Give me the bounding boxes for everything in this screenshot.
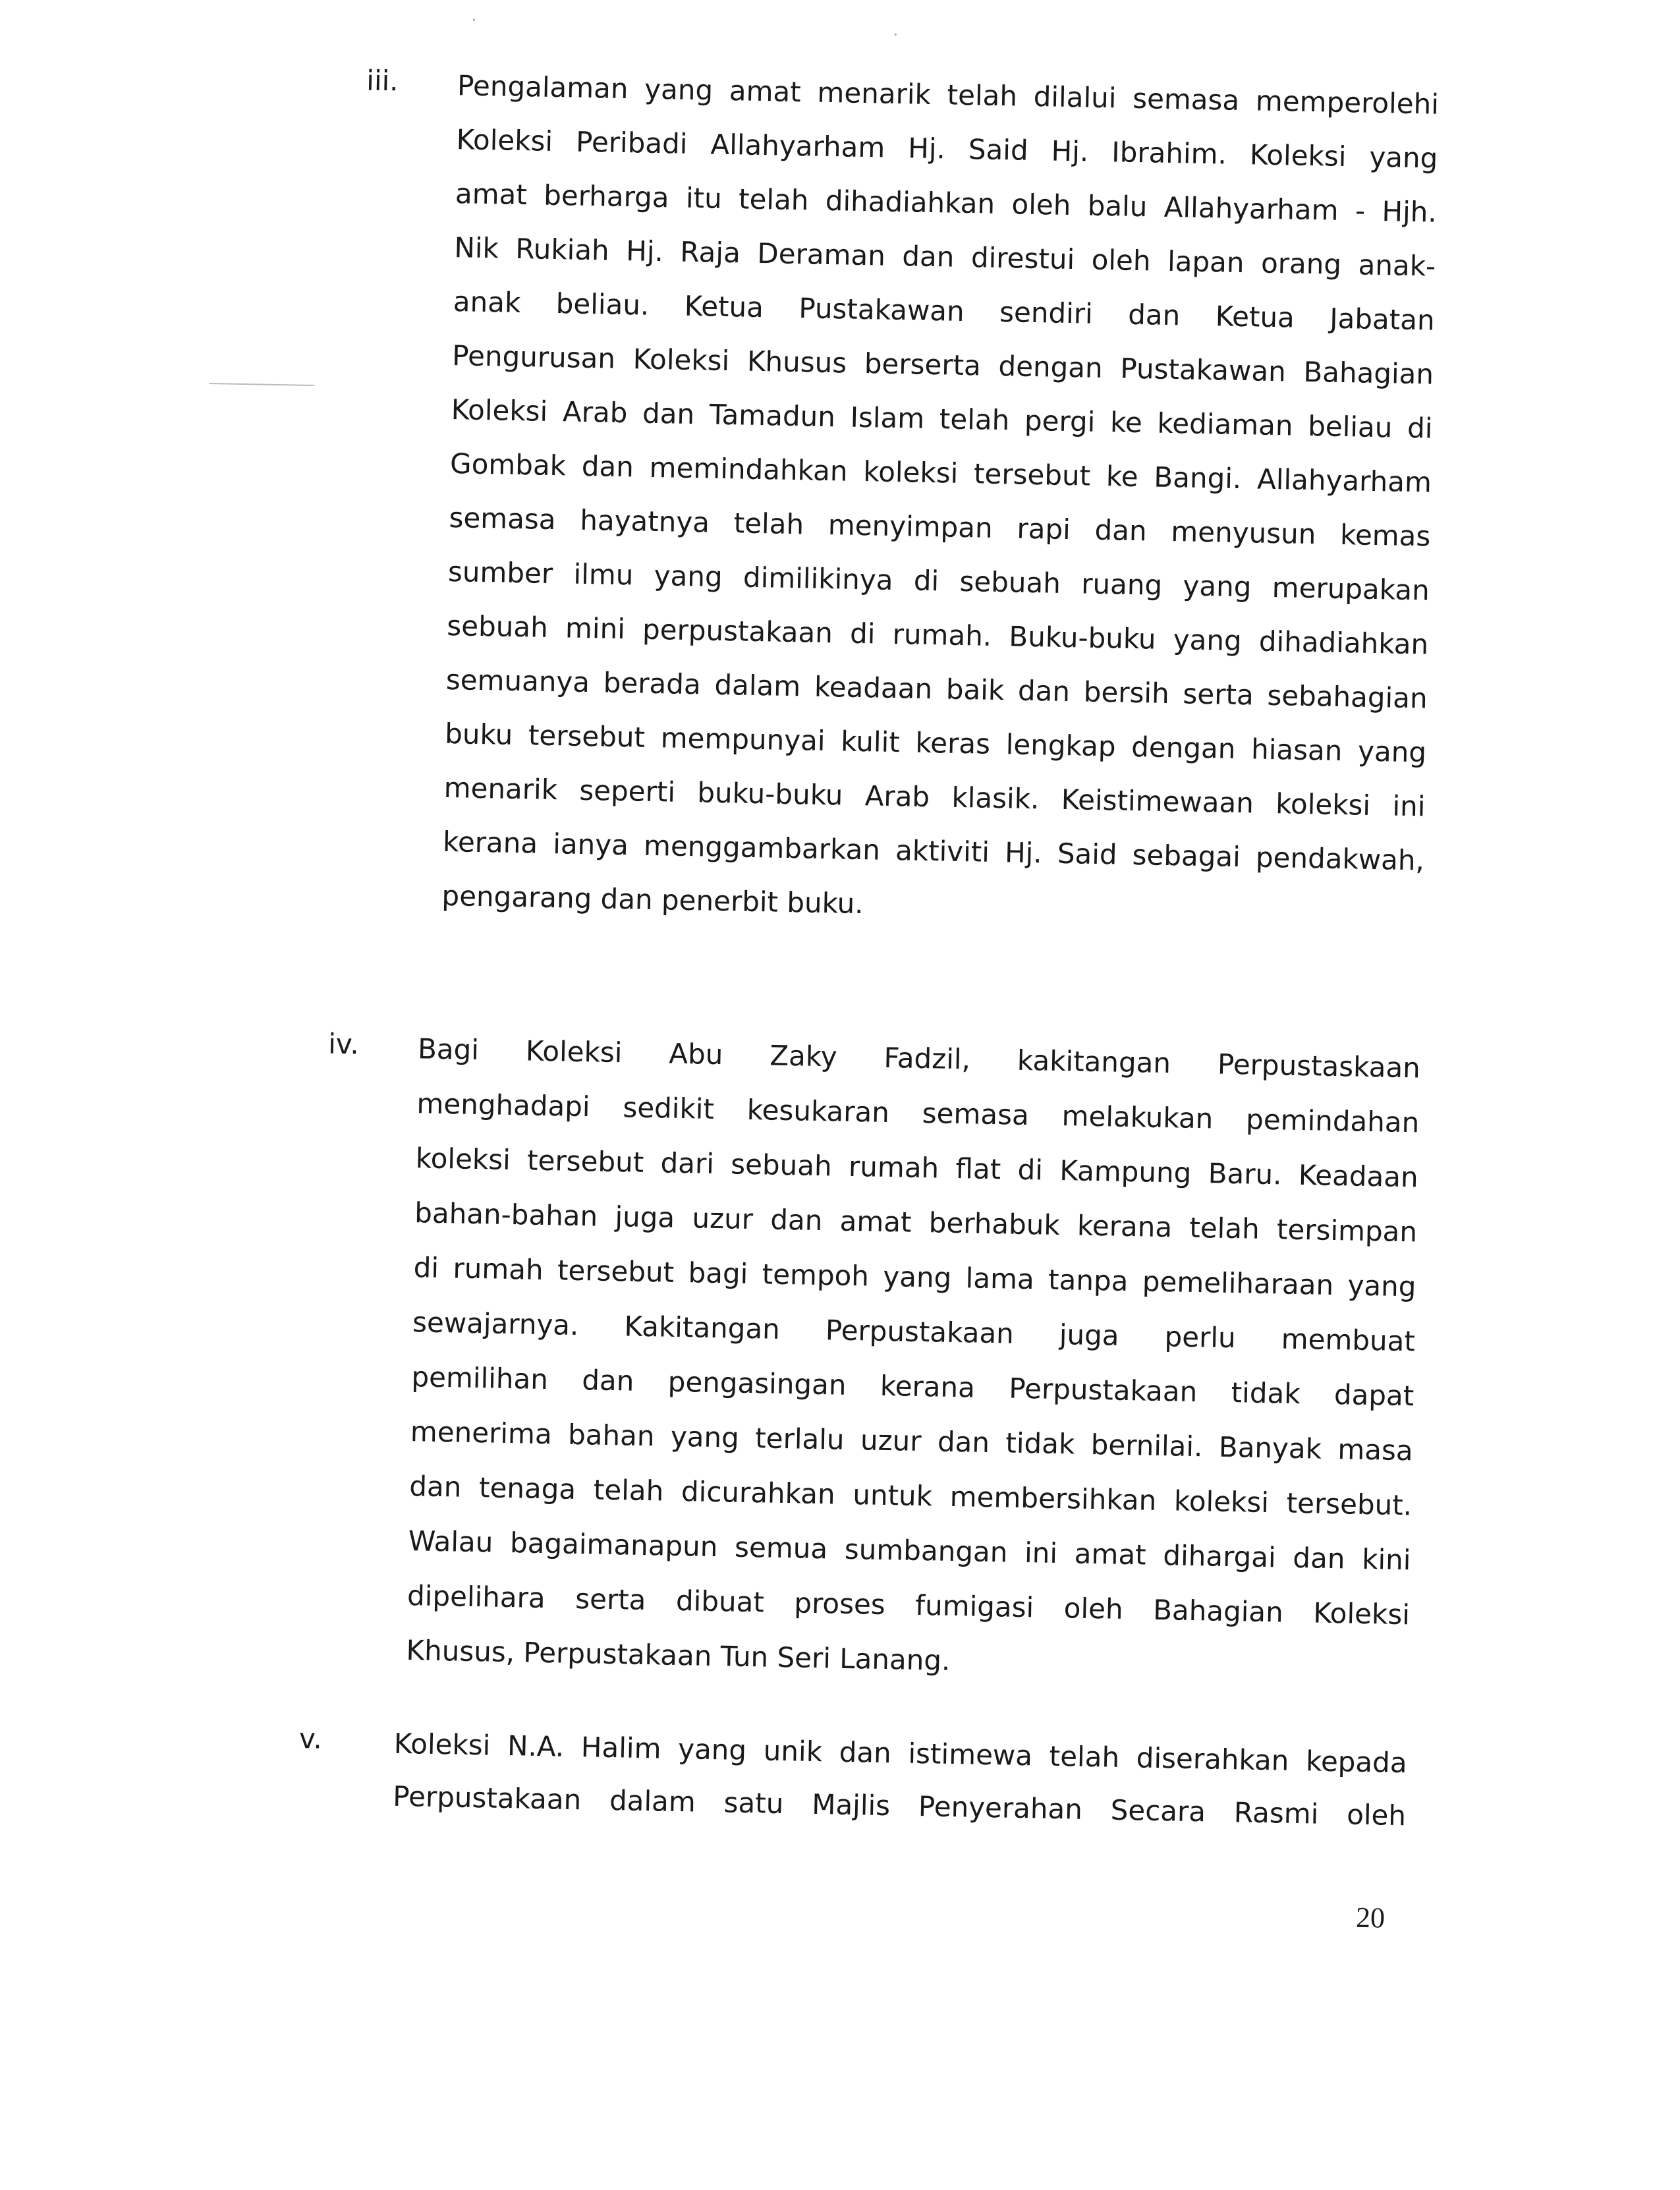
text-line: menghadapi sedikit kesukaran semasa melakukan pemindahan bbox=[416, 1087, 1420, 1139]
text-line: Koleksi Peribadi Allahyarham Hj. Said Hj. Ibrahim. Koleksi yang bbox=[456, 123, 1438, 175]
text-line: dipelihara serta dibuat proses fumigasi oleh Bahagian Koleksi bbox=[406, 1579, 1411, 1631]
text-line: dan tenaga telah dicurahkan untuk membersihkan koleksi tersebut. bbox=[408, 1470, 1413, 1522]
text-line: semuanya berada dalam keadaan baik dan bersih serta sebahagian bbox=[445, 663, 1428, 715]
text-line: Gombak dan memindahkan koleksi tersebut ke Bangi. Allahyarham bbox=[449, 447, 1432, 499]
text-line: Koleksi N.A. Halim yang unik dan istimewa telah diserahkan kepada bbox=[393, 1727, 1408, 1780]
list-item-number: v. bbox=[298, 1722, 323, 1755]
page-number: 20 bbox=[1355, 1901, 1386, 1934]
scan-speck bbox=[473, 19, 475, 21]
text-line: Perpustakaan dalam satu Majlis Penyerahan Secara Rasmi oleh bbox=[392, 1780, 1407, 1832]
text-line: Nik Rukiah Hj. Raja Deraman dan direstui oleh lapan orang anak- bbox=[454, 231, 1436, 283]
text-line: Khusus, Perpustakaan Tun Seri Lanang. bbox=[406, 1634, 951, 1677]
list-item-number: iii. bbox=[366, 64, 399, 98]
text-line: sewajarnya. Kakitangan Perpustakaan juga perlu membuat bbox=[412, 1306, 1416, 1358]
text-line: kerana ianya menggambarkan aktiviti Hj. Said sebagai pendakwah, bbox=[442, 825, 1425, 877]
text-line: anak beliau. Ketua Pustakawan sendiri dan Ketua Jabatan bbox=[453, 285, 1436, 337]
text-line: di rumah tersebut bagi tempoh yang lama tanpa pemeliharaan yang bbox=[413, 1251, 1416, 1303]
text-line: Pengurusan Koleksi Khusus berserta dengan Pustakawan Bahagian bbox=[451, 339, 1434, 391]
scan-speck bbox=[895, 34, 897, 36]
text-line: sumber ilmu yang dimilikinya di sebuah ruang yang merupakan bbox=[447, 555, 1430, 607]
text-line: koleksi tersebut dari sebuah rumah flat di Kampung Baru. Keadaan bbox=[415, 1142, 1419, 1194]
text-line: Koleksi Arab dan Tamadun Islam telah pergi ke kediaman beliau di bbox=[451, 393, 1433, 445]
text-line: Bagi Koleksi Abu Zaky Fadzil, kakitangan Perpustaskaan bbox=[417, 1032, 1421, 1084]
text-line: pemilihan dan pengasingan kerana Perpustakaan tidak dapat bbox=[411, 1361, 1414, 1413]
text-line: Walau bagaimanapun semua sumbangan ini amat dihargai dan kini bbox=[408, 1525, 1411, 1577]
text-line: semasa hayatnya telah menyimpan rapi dan menyusun kemas bbox=[449, 501, 1431, 553]
text-line: bahan-bahan juga uzur dan amat berhabuk kerana telah tersimpan bbox=[414, 1196, 1418, 1249]
list-item-number: iv. bbox=[327, 1027, 360, 1061]
text-line: menerima bahan yang terlalu uzur dan tidak bernilai. Banyak masa bbox=[410, 1415, 1414, 1467]
text-line: Pengalaman yang amat menarik telah dilalui semasa memperolehi bbox=[457, 69, 1440, 121]
text-line: pengarang dan penerbit buku. bbox=[441, 879, 864, 920]
text-line: menarik seperti buku-buku Arab klasik. Keistimewaan koleksi ini bbox=[443, 771, 1426, 823]
scan-mark bbox=[209, 383, 314, 386]
text-line: sebuah mini perpustakaan di rumah. Buku-buku yang dihadiahkan bbox=[446, 609, 1429, 661]
text-line: amat berharga itu telah dihadiahkan oleh balu Allahyarham - Hjh. bbox=[455, 177, 1438, 229]
text-line: buku tersebut mempunyai kulit keras lengkap dengan hiasan yang bbox=[444, 717, 1427, 769]
document-body bbox=[19, 0, 1680, 1832]
